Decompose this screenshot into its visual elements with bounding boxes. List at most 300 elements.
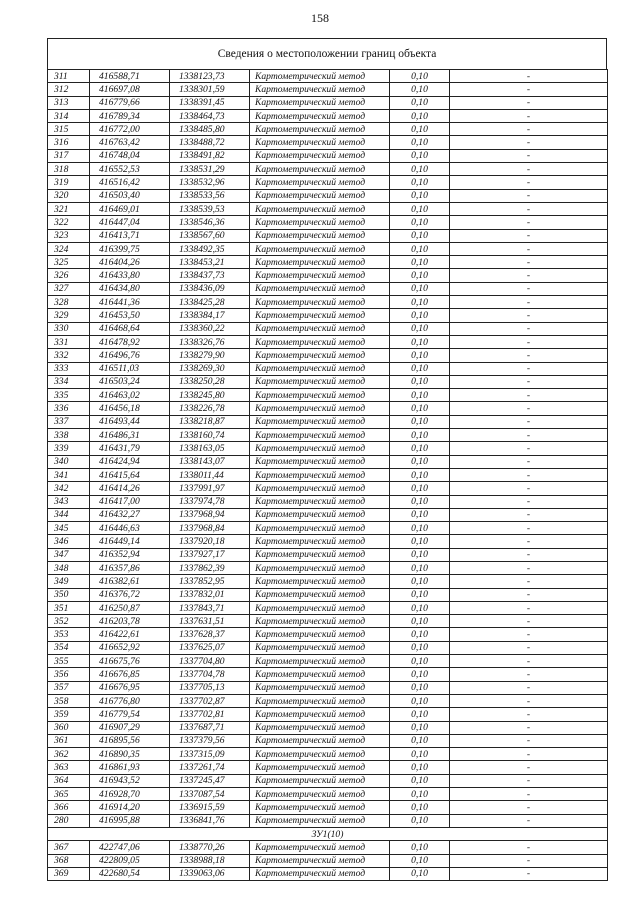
method-cell: Картометрический метод	[250, 455, 390, 468]
x-coordinate-cell: 416676,95	[90, 681, 170, 694]
method-cell: Картометрический метод	[250, 548, 390, 561]
x-coordinate-cell: 416446,63	[90, 522, 170, 535]
description-cell: -	[450, 136, 608, 149]
y-coordinate-cell: 1337927,17	[170, 548, 250, 561]
precision-cell: 0,10	[390, 335, 450, 348]
method-cell: Картометрический метод	[250, 362, 390, 375]
y-coordinate-cell: 1338218,87	[170, 415, 250, 428]
y-coordinate-cell: 1338326,76	[170, 335, 250, 348]
precision-cell: 0,10	[390, 535, 450, 548]
precision-cell: 0,10	[390, 123, 450, 136]
point-number-cell: 364	[48, 774, 90, 787]
point-number-cell: 368	[48, 854, 90, 867]
description-cell: -	[450, 854, 608, 867]
point-number-cell: 338	[48, 429, 90, 442]
x-coordinate-cell: 416779,66	[90, 96, 170, 109]
point-number-cell: 312	[48, 83, 90, 96]
table-row	[48, 296, 608, 309]
method-cell: Картометрический метод	[250, 282, 390, 295]
y-coordinate-cell: 1338436,09	[170, 282, 250, 295]
table-row	[48, 721, 608, 734]
point-number-cell: 340	[48, 455, 90, 468]
y-coordinate-cell: 1338226,78	[170, 402, 250, 415]
x-coordinate-cell: 416772,00	[90, 123, 170, 136]
y-coordinate-cell: 1337920,18	[170, 535, 250, 548]
point-number-cell: 362	[48, 748, 90, 761]
precision-cell: 0,10	[390, 681, 450, 694]
point-number-cell: 341	[48, 468, 90, 481]
table-row	[48, 748, 608, 761]
method-cell: Картометрический метод	[250, 389, 390, 402]
point-number-cell: 343	[48, 495, 90, 508]
point-number-cell: 333	[48, 362, 90, 375]
precision-cell: 0,10	[390, 788, 450, 801]
x-coordinate-cell: 416890,35	[90, 748, 170, 761]
precision-cell: 0,10	[390, 548, 450, 561]
x-coordinate-cell: 416415,64	[90, 468, 170, 481]
precision-cell: 0,10	[390, 761, 450, 774]
point-number-cell: 329	[48, 309, 90, 322]
precision-cell: 0,10	[390, 375, 450, 388]
method-cell: Картометрический метод	[250, 83, 390, 96]
table-row	[48, 801, 608, 814]
table-row	[48, 788, 608, 801]
point-number-cell: 359	[48, 708, 90, 721]
x-coordinate-cell: 416943,52	[90, 774, 170, 787]
method-cell: Картометрический метод	[250, 788, 390, 801]
table-row	[48, 841, 608, 854]
y-coordinate-cell: 1337862,39	[170, 561, 250, 574]
description-cell: -	[450, 814, 608, 827]
method-cell: Картометрический метод	[250, 522, 390, 535]
table-row	[48, 96, 608, 109]
description-cell: -	[450, 774, 608, 787]
point-number-cell: 319	[48, 176, 90, 189]
x-coordinate-cell: 416357,86	[90, 561, 170, 574]
method-cell: Картометрический метод	[250, 615, 390, 628]
precision-cell: 0,10	[390, 721, 450, 734]
x-coordinate-cell: 416399,75	[90, 242, 170, 255]
x-coordinate-cell: 416449,14	[90, 535, 170, 548]
table-row	[48, 429, 608, 442]
point-number-cell: 355	[48, 655, 90, 668]
y-coordinate-cell: 1338437,73	[170, 269, 250, 282]
description-cell: -	[450, 335, 608, 348]
precision-cell: 0,10	[390, 216, 450, 229]
x-coordinate-cell: 416456,18	[90, 402, 170, 415]
method-cell: Картометрический метод	[250, 482, 390, 495]
method-cell: Картометрический метод	[250, 176, 390, 189]
point-number-cell: 356	[48, 668, 90, 681]
y-coordinate-cell: 1338453,21	[170, 256, 250, 269]
precision-cell: 0,10	[390, 601, 450, 614]
precision-cell: 0,10	[390, 83, 450, 96]
table-row	[48, 615, 608, 628]
description-cell: -	[450, 694, 608, 707]
description-cell: -	[450, 189, 608, 202]
description-cell: -	[450, 429, 608, 442]
table-row	[48, 575, 608, 588]
precision-cell: 0,10	[390, 349, 450, 362]
x-coordinate-cell: 416352,94	[90, 548, 170, 561]
description-cell: -	[450, 575, 608, 588]
method-cell: Картометрический метод	[250, 269, 390, 282]
precision-cell: 0,10	[390, 455, 450, 468]
table-row	[48, 402, 608, 415]
y-coordinate-cell: 1338488,72	[170, 136, 250, 149]
description-cell: -	[450, 242, 608, 255]
point-number-cell: 351	[48, 601, 90, 614]
precision-cell: 0,10	[390, 774, 450, 787]
point-number-cell: 318	[48, 163, 90, 176]
method-cell: Картометрический метод	[250, 309, 390, 322]
x-coordinate-cell: 416414,26	[90, 482, 170, 495]
description-cell: -	[450, 202, 608, 215]
y-coordinate-cell: 1338531,29	[170, 163, 250, 176]
table-row	[48, 442, 608, 455]
y-coordinate-cell: 1338567,60	[170, 229, 250, 242]
description-cell: -	[450, 482, 608, 495]
x-coordinate-cell: 416404,26	[90, 256, 170, 269]
y-coordinate-cell: 1337705,13	[170, 681, 250, 694]
x-coordinate-cell: 416431,79	[90, 442, 170, 455]
table-row	[48, 522, 608, 535]
point-number-cell: 328	[48, 296, 90, 309]
table-row	[48, 375, 608, 388]
y-coordinate-cell: 1338160,74	[170, 429, 250, 442]
y-coordinate-cell: 1338546,36	[170, 216, 250, 229]
y-coordinate-cell: 1338770,26	[170, 841, 250, 854]
table-row	[48, 708, 608, 721]
description-cell: -	[450, 389, 608, 402]
method-cell: Картометрический метод	[250, 322, 390, 335]
y-coordinate-cell: 1337991,97	[170, 482, 250, 495]
point-number-cell: 339	[48, 442, 90, 455]
precision-cell: 0,10	[390, 442, 450, 455]
x-coordinate-cell: 422809,05	[90, 854, 170, 867]
description-cell: -	[450, 867, 608, 880]
point-number-cell: 358	[48, 694, 90, 707]
table-row	[48, 415, 608, 428]
precision-cell: 0,10	[390, 189, 450, 202]
y-coordinate-cell: 1338384,17	[170, 309, 250, 322]
description-cell: -	[450, 322, 608, 335]
table-row	[48, 242, 608, 255]
x-coordinate-cell: 422680,54	[90, 867, 170, 880]
point-number-cell: 327	[48, 282, 90, 295]
x-coordinate-cell: 416486,31	[90, 429, 170, 442]
method-cell: Картометрический метод	[250, 668, 390, 681]
precision-cell: 0,10	[390, 641, 450, 654]
method-cell: Картометрический метод	[250, 774, 390, 787]
y-coordinate-cell: 1338011,44	[170, 468, 250, 481]
table-row	[48, 163, 608, 176]
page-number: 158	[311, 11, 329, 25]
method-cell: Картометрический метод	[250, 402, 390, 415]
rows-group-a	[48, 70, 608, 828]
x-coordinate-cell: 416676,85	[90, 668, 170, 681]
y-coordinate-cell: 1339063,06	[170, 867, 250, 880]
y-coordinate-cell: 1338988,18	[170, 854, 250, 867]
method-cell: Картометрический метод	[250, 189, 390, 202]
precision-cell: 0,10	[390, 269, 450, 282]
point-number-cell: 311	[48, 70, 90, 83]
table-row	[48, 628, 608, 641]
rows-group-b	[48, 841, 608, 881]
method-cell: Картометрический метод	[250, 242, 390, 255]
y-coordinate-cell: 1337702,87	[170, 694, 250, 707]
description-cell: -	[450, 402, 608, 415]
precision-cell: 0,10	[390, 668, 450, 681]
y-coordinate-cell: 1337379,56	[170, 734, 250, 747]
point-number-cell: 350	[48, 588, 90, 601]
point-number-cell: 342	[48, 482, 90, 495]
y-coordinate-cell: 1338360,22	[170, 322, 250, 335]
table-row	[48, 229, 608, 242]
y-coordinate-cell: 1338250,28	[170, 375, 250, 388]
description-cell: -	[450, 256, 608, 269]
precision-cell: 0,10	[390, 149, 450, 162]
point-number-cell: 332	[48, 349, 90, 362]
point-number-cell: 353	[48, 628, 90, 641]
y-coordinate-cell: 1338269,30	[170, 362, 250, 375]
description-cell: -	[450, 708, 608, 721]
method-cell: Картометрический метод	[250, 442, 390, 455]
precision-cell: 0,10	[390, 615, 450, 628]
precision-cell: 0,10	[390, 561, 450, 574]
y-coordinate-cell: 1338279,90	[170, 349, 250, 362]
description-cell: -	[450, 588, 608, 601]
point-number-cell: 349	[48, 575, 90, 588]
point-number-cell: 345	[48, 522, 90, 535]
method-cell: Картометрический метод	[250, 854, 390, 867]
precision-cell: 0,10	[390, 508, 450, 521]
description-cell: -	[450, 655, 608, 668]
x-coordinate-cell: 416496,76	[90, 349, 170, 362]
method-cell: Картометрический метод	[250, 628, 390, 641]
x-coordinate-cell: 416447,04	[90, 216, 170, 229]
precision-cell: 0,10	[390, 854, 450, 867]
description-cell: -	[450, 282, 608, 295]
point-number-cell: 323	[48, 229, 90, 242]
y-coordinate-cell: 1337852,95	[170, 575, 250, 588]
table-row	[48, 136, 608, 149]
y-coordinate-cell: 1338485,80	[170, 123, 250, 136]
description-cell: -	[450, 734, 608, 747]
table-row	[48, 149, 608, 162]
table-row	[48, 495, 608, 508]
y-coordinate-cell: 1338163,05	[170, 442, 250, 455]
point-number-cell: 316	[48, 136, 90, 149]
precision-cell: 0,10	[390, 588, 450, 601]
description-cell: -	[450, 216, 608, 229]
point-number-cell: 352	[48, 615, 90, 628]
x-coordinate-cell: 422747,06	[90, 841, 170, 854]
description-cell: -	[450, 468, 608, 481]
point-number-cell: 322	[48, 216, 90, 229]
point-number-cell: 361	[48, 734, 90, 747]
x-coordinate-cell: 416503,40	[90, 189, 170, 202]
method-cell: Картометрический метод	[250, 70, 390, 83]
y-coordinate-cell: 1338492,35	[170, 242, 250, 255]
description-cell: -	[450, 495, 608, 508]
table-row	[48, 734, 608, 747]
point-number-cell: 337	[48, 415, 90, 428]
precision-cell: 0,10	[390, 495, 450, 508]
table-row	[48, 561, 608, 574]
method-cell: Картометрический метод	[250, 734, 390, 747]
point-number-cell: 280	[48, 814, 90, 827]
table-row	[48, 123, 608, 136]
point-number-cell: 365	[48, 788, 90, 801]
y-coordinate-cell: 1337315,09	[170, 748, 250, 761]
method-cell: Картометрический метод	[250, 136, 390, 149]
precision-cell: 0,10	[390, 628, 450, 641]
description-cell: -	[450, 748, 608, 761]
x-coordinate-cell: 416995,88	[90, 814, 170, 827]
precision-cell: 0,10	[390, 202, 450, 215]
method-cell: Картометрический метод	[250, 841, 390, 854]
precision-cell: 0,10	[390, 415, 450, 428]
section-label: ЗУ1(10)	[48, 827, 608, 840]
method-cell: Картометрический метод	[250, 601, 390, 614]
x-coordinate-cell: 416907,29	[90, 721, 170, 734]
x-coordinate-cell: 416422,61	[90, 628, 170, 641]
precision-cell: 0,10	[390, 242, 450, 255]
precision-cell: 0,10	[390, 708, 450, 721]
point-number-cell: 346	[48, 535, 90, 548]
precision-cell: 0,10	[390, 867, 450, 880]
description-cell: -	[450, 163, 608, 176]
x-coordinate-cell: 416516,42	[90, 176, 170, 189]
boundary-coordinates-table	[47, 69, 608, 881]
x-coordinate-cell: 416652,92	[90, 641, 170, 654]
description-cell: -	[450, 349, 608, 362]
description-cell: -	[450, 535, 608, 548]
y-coordinate-cell: 1337087,54	[170, 788, 250, 801]
description-cell: -	[450, 375, 608, 388]
y-coordinate-cell: 1337968,84	[170, 522, 250, 535]
table-row	[48, 681, 608, 694]
table-row	[48, 655, 608, 668]
x-coordinate-cell: 416861,93	[90, 761, 170, 774]
table-row	[48, 269, 608, 282]
description-cell: -	[450, 149, 608, 162]
method-cell: Картометрический метод	[250, 229, 390, 242]
x-coordinate-cell: 416914,20	[90, 801, 170, 814]
table-row	[48, 309, 608, 322]
description-cell: -	[450, 176, 608, 189]
precision-cell: 0,10	[390, 801, 450, 814]
method-cell: Картометрический метод	[250, 202, 390, 215]
y-coordinate-cell: 1338491,82	[170, 149, 250, 162]
table-row	[48, 601, 608, 614]
point-number-cell: 366	[48, 801, 90, 814]
precision-cell: 0,10	[390, 814, 450, 827]
y-coordinate-cell: 1338301,59	[170, 83, 250, 96]
y-coordinate-cell: 1338123,73	[170, 70, 250, 83]
method-cell: Картометрический метод	[250, 814, 390, 827]
method-cell: Картометрический метод	[250, 349, 390, 362]
table-row	[48, 189, 608, 202]
x-coordinate-cell: 416441,36	[90, 296, 170, 309]
description-cell: -	[450, 109, 608, 122]
precision-cell: 0,10	[390, 322, 450, 335]
x-coordinate-cell: 416250,87	[90, 601, 170, 614]
method-cell: Картометрический метод	[250, 801, 390, 814]
description-cell: -	[450, 522, 608, 535]
precision-cell: 0,10	[390, 309, 450, 322]
description-cell: -	[450, 415, 608, 428]
description-cell: -	[450, 362, 608, 375]
precision-cell: 0,10	[390, 176, 450, 189]
method-cell: Картометрический метод	[250, 748, 390, 761]
x-coordinate-cell: 416697,08	[90, 83, 170, 96]
x-coordinate-cell: 416203,78	[90, 615, 170, 628]
point-number-cell: 363	[48, 761, 90, 774]
table-row	[48, 389, 608, 402]
y-coordinate-cell: 1338539,53	[170, 202, 250, 215]
precision-cell: 0,10	[390, 256, 450, 269]
y-coordinate-cell: 1337704,78	[170, 668, 250, 681]
y-coordinate-cell: 1338425,28	[170, 296, 250, 309]
x-coordinate-cell: 416493,44	[90, 415, 170, 428]
table-row	[48, 282, 608, 295]
description-cell: -	[450, 123, 608, 136]
method-cell: Картометрический метод	[250, 641, 390, 654]
y-coordinate-cell: 1337843,71	[170, 601, 250, 614]
y-coordinate-cell: 1337628,37	[170, 628, 250, 641]
method-cell: Картометрический метод	[250, 415, 390, 428]
description-cell: -	[450, 788, 608, 801]
x-coordinate-cell: 416928,70	[90, 788, 170, 801]
table-row	[48, 668, 608, 681]
precision-cell: 0,10	[390, 96, 450, 109]
point-number-cell: 324	[48, 242, 90, 255]
table-row	[48, 322, 608, 335]
x-coordinate-cell: 416434,80	[90, 282, 170, 295]
x-coordinate-cell: 416376,72	[90, 588, 170, 601]
precision-cell: 0,10	[390, 402, 450, 415]
method-cell: Картометрический метод	[250, 575, 390, 588]
point-number-cell: 321	[48, 202, 90, 215]
point-number-cell: 325	[48, 256, 90, 269]
precision-cell: 0,10	[390, 429, 450, 442]
table-row	[48, 508, 608, 521]
x-coordinate-cell: 416432,27	[90, 508, 170, 521]
y-coordinate-cell: 1337261,74	[170, 761, 250, 774]
x-coordinate-cell: 416478,92	[90, 335, 170, 348]
y-coordinate-cell: 1337704,80	[170, 655, 250, 668]
precision-cell: 0,10	[390, 748, 450, 761]
method-cell: Картометрический метод	[250, 561, 390, 574]
y-coordinate-cell: 1337974,78	[170, 495, 250, 508]
point-number-cell: 357	[48, 681, 90, 694]
point-number-cell: 367	[48, 841, 90, 854]
precision-cell: 0,10	[390, 575, 450, 588]
description-cell: -	[450, 801, 608, 814]
table-row	[48, 867, 608, 880]
x-coordinate-cell: 416417,00	[90, 495, 170, 508]
description-cell: -	[450, 229, 608, 242]
precision-cell: 0,10	[390, 229, 450, 242]
description-cell: -	[450, 761, 608, 774]
point-number-cell: 369	[48, 867, 90, 880]
table-row	[48, 109, 608, 122]
x-coordinate-cell: 416382,61	[90, 575, 170, 588]
method-cell: Картометрический метод	[250, 335, 390, 348]
table-row	[48, 468, 608, 481]
